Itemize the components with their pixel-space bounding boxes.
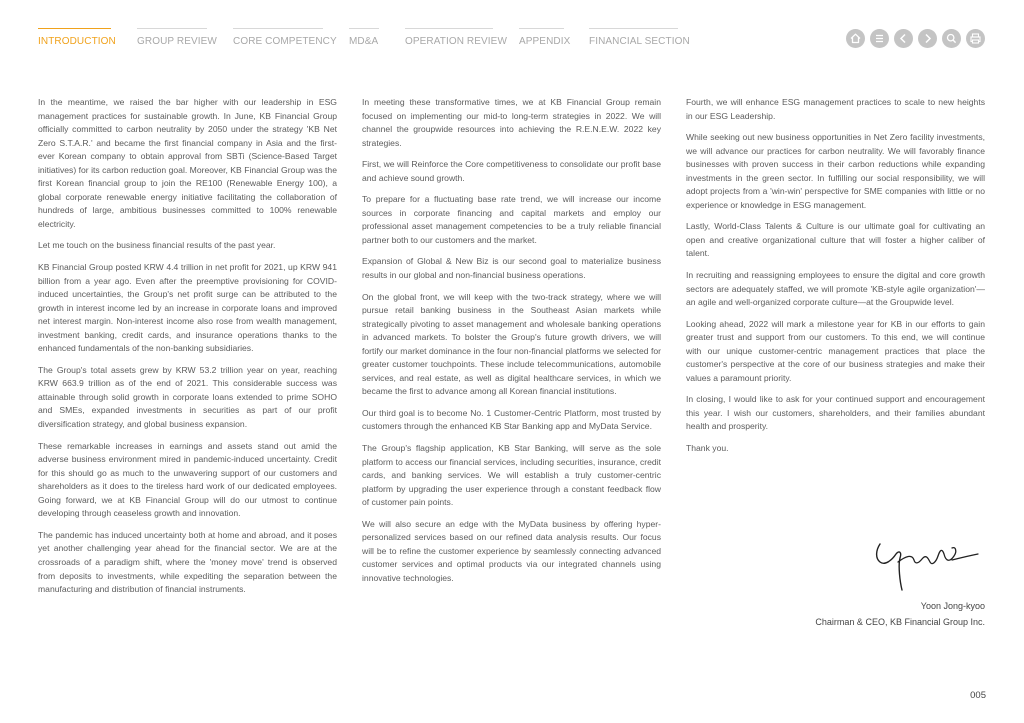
paragraph: Thank you. [686,443,729,454]
search-icon[interactable] [942,29,961,48]
text-column-middle [362,96,661,594]
signatory-title: Chairman & CEO, KB Financial Group Inc. [815,617,985,627]
paragraph: While seeking out new business opportunities in Net Zero facility investments, we will advance our practices for carbon neutrality. We will favorably finance businesses with proven success in their carbon reductions while expanding investments in the green sector. In fulfilling our social responsibility, we will adopt projects from a 'win-win' perspective for SME companies with little or no experience or knowledge in ESG management. [686,132,985,210]
paragraph: On the global front, we will keep with the two-track strategy, where we will pursue retail banking business in the Southeast Asian markets while strategically pivoting to asset management and wholesale banking operations in advanced markets. To bolster the Group's future growth drivers, we will fortify our market dominance in the four non-financial platforms we selected for greater customer touchpoints. These include telecommunications, automobile services, and real estate, as well as digital healthcare services, in which we became the first to advance among all Korean financial institutions. [362,291,661,397]
tab-introduction[interactable]: INTRODUCTION [38,28,111,47]
page-number: 005 [970,690,986,701]
paragraph: Looking ahead, 2022 will mark a milestone year for KB in our efforts to gain greater trust and support from our customers. To this end, we will continue with our unique customer-centric management practices that place the customer's perspective at the core of our business strategies and make their values a paramount priority. [686,318,985,383]
paragraph: Let me touch on the business financial results of the past year. [38,240,276,251]
paragraph: Our third goal is to become No. 1 Customer-Centric Platform, most trusted by customers through the enhanced KB Star Banking app and MyData Service. [362,407,661,432]
paragraph: The pandemic has induced uncertainty both at home and abroad, and it poses yet another challenging year ahead for the financial sector. We are at the crossroads of a paradigm shift, where the 'money move' trend is observed from deposits to investments, while expediting the separation between the manufacturing and distribution of financial instruments. [38,529,337,595]
tab-mda[interactable]: MD&A [349,28,379,47]
paragraph: To prepare for a fluctuating base rate trend, we will increase our income sources in corporate financing and capital markets and employ our professional asset management competencies to be a truly reliable financial partner both to our customers and the market. [362,194,661,245]
paragraph: In recruiting and reassigning employees to ensure the digital and core growth sectors are adequately staffed, we will promote 'KB-style agile organization'—an agile and well-organized corporate culture—at the Groupwide level. [686,270,985,308]
paragraph: The Group's total assets grew by KRW 53.2 trillion year on year, reaching KRW 663.9 trillion as of the end of 2021. This considerable success was attainable through solid growth in corporate loans extended to prime SOHO and SMEs, expanded investments in securities as part of our profit diversification strategy, and global business expansion. [38,364,337,430]
paragraph: In closing, I would like to ask for your continued support and encouragement this year. I wish our customers, shareholders, and their families abundant health and prosperity. [686,394,985,432]
paragraph: The Group's flagship application, KB Star Banking, will serve as the sole platform to access our financial services, including securities, insurance, credit cards, and banking services. We will establish a truly customer-centric platform by upgrading the user experience through a constant feedback flow of customer pain points. [362,443,661,508]
paragraph: In meeting these transformative times, we at KB Financial Group remain focused on implementing our mid-to long-term strategies in 2022. We will channel the groupwide resources into achieving the R.E.N.E.W. 2022 key strategies. [362,97,661,148]
print-icon[interactable] [966,29,985,48]
paragraph: First, we will Reinforce the Core competitiveness to consolidate our profit base and achieve sound growth. [362,159,661,183]
tab-operation-review[interactable]: OPERATION REVIEW [405,28,493,47]
paragraph: Lastly, World-Class Talents & Culture is our ultimate goal for cultivating an open and creative organizational culture that will foster a higher caliber of talent. [686,221,985,259]
tab-group-review[interactable]: GROUP REVIEW [137,28,207,47]
previous-page-icon[interactable] [894,29,913,48]
home-icon[interactable] [846,29,865,48]
tab-core-competency[interactable]: CORE COMPETENCY [233,28,323,47]
tab-appendix[interactable]: APPENDIX [519,28,564,47]
paragraph: KB Financial Group posted KRW 4.4 trillion in net profit for 2021, up KRW 941 billion from a year ago. Even after the preemptive provisioning for COVID-induced uncertainties, the Group's net profit surge can be attributed to the growth in interest income led by an increase in corporate loans and improved net interest margin. Non-interest income also rose from wealth management, investment banking, credit cards, and insurance operations thanks to the enhanced fundamentals of the non-banking subsidiaries. [38,262,337,354]
text-column-left [38,96,337,605]
signatory-name: Yoon Jong-kyoo [920,601,985,611]
handwritten-signature [872,536,992,599]
next-page-icon[interactable] [918,29,937,48]
paragraph: These remarkable increases in earnings and assets stand out amid the adverse business environment mired in pandemic-induced uncertainty. Credit for this should go as much to the unwavering support of our customers and shareholders as it does to the tireless hard work of our dedicated employees. Going forward, we at KB Financial Group will do our utmost to continue developing through ceaseless growth and innovation. [38,440,337,519]
paragraph: Fourth, we will enhance ESG management practices to scale to new heights in our ESG Leadership. [686,97,985,121]
paragraph: In the meantime, we raised the bar higher with our leadership in ESG management practices for sustainable growth. In June, KB Financial Group officially committed to carbon neutrality by 2050 under the strategy 'KB Net Zero S.T.A.R.' and became the first financial company in Asia and the first-ever Korean company to obtain approval from SBTi (Science-Based Target initiatives) for its carbon reduction goal. Moreover, KB Financial Group was the first Korean financial group to join the RE100 (Renewable Energy 100), a global corporate renewable energy initiative facilitating the collaboration of hundreds of large, ambitious businesses committed to 100% renewable electricity. [38,97,337,229]
text-column-right [686,96,985,464]
paragraph: We will also secure an edge with the MyData business by offering hyper-personalized services based on our refined data analysis results. Our focus will be to refine the customer experience by seamlessly connecting advanced customer services and optimal products via our integrated channels using innovative technologies. [362,518,661,583]
paragraph: Expansion of Global & New Biz is our second goal to materialize business results in our global and non-financial business operations. [362,256,661,281]
menu-icon[interactable] [870,29,889,48]
tab-financial-section[interactable]: FINANCIAL SECTION [589,28,678,47]
